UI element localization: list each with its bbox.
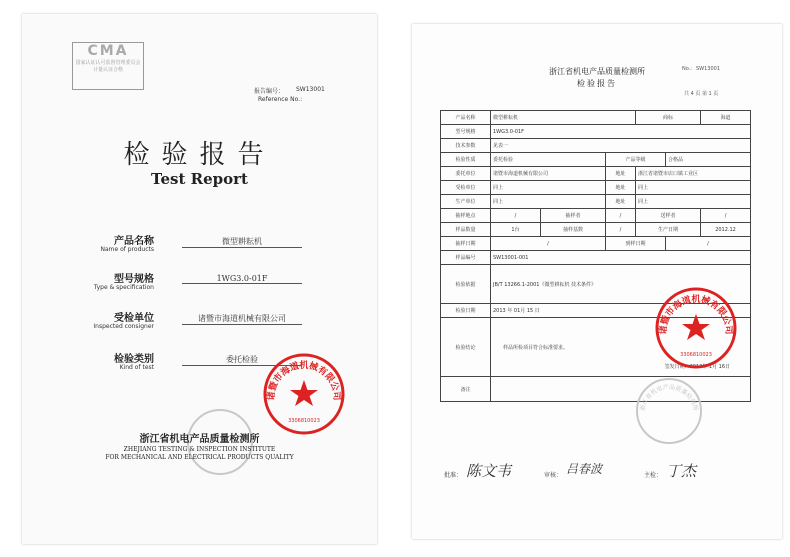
- cell-value: SW13001-001: [491, 251, 751, 265]
- cell-label: 生产单位: [441, 195, 491, 209]
- table-row: [441, 377, 751, 402]
- approve-label: 批准：: [444, 472, 463, 479]
- cell-label: 到样日期: [606, 237, 666, 251]
- cell-label: 受检单位: [441, 181, 491, 195]
- cell-value: 同上: [636, 181, 751, 195]
- table-row: [441, 167, 751, 181]
- remark-value: [491, 377, 751, 402]
- institute-name-en-2: FOR MECHANICAL AND ELECTRICAL PRODUCTS QUALITY: [105, 454, 294, 461]
- cell-value: /: [701, 209, 751, 223]
- table-row: [441, 111, 751, 125]
- test-kind-value: 委托检验: [182, 354, 302, 366]
- field-label-cn: 型号规格: [114, 274, 154, 285]
- company-seal-stamp: [654, 286, 738, 370]
- cma-logo: [72, 42, 144, 90]
- institute-name-cn: 浙江省机电产品质量检测所: [139, 434, 260, 445]
- cell-value: 委托检验: [491, 153, 606, 167]
- cell-value: /: [606, 209, 636, 223]
- report-no-value: SW13001: [696, 66, 721, 72]
- company-seal-stamp: [262, 352, 346, 436]
- cell-value: /: [606, 223, 636, 237]
- cell-label: 生产日期: [636, 223, 701, 237]
- table-row: [441, 125, 751, 139]
- cell-label: 样品编号: [441, 251, 491, 265]
- cell-label: 抽样日期: [441, 237, 491, 251]
- cell-label: 备注: [441, 377, 491, 402]
- table-row: [441, 237, 751, 251]
- cell-value: 浙江省诸暨市店口镇工业区: [636, 167, 751, 181]
- cell-value: 同上: [491, 195, 606, 209]
- cell-value: 见表一: [491, 139, 751, 153]
- cma-mark: CMA: [87, 43, 129, 59]
- cell-label: 抽样者: [541, 209, 606, 223]
- cell-value: JB/T 13266.1-2001《微型耕耘机 技术条件》: [491, 265, 751, 304]
- report-no-label-en: Reference No.:: [258, 96, 303, 103]
- institute-name-en-1: ZHEJIANG TESTING & INSPECTION INSTITUTE: [123, 446, 276, 453]
- field-label-en: Kind of test: [119, 364, 154, 371]
- table-row: [441, 139, 751, 153]
- cell-label: 地址: [606, 167, 636, 181]
- table-row: [441, 223, 751, 237]
- cell-value: /: [491, 209, 541, 223]
- main-inspector-signature: 丁杰: [666, 462, 697, 480]
- table-row: [441, 209, 751, 223]
- cell-value: 合格品: [666, 153, 751, 167]
- cell-value: 1WG3.0-01F: [491, 125, 751, 139]
- seal-star-icon: [682, 314, 710, 340]
- cell-label: 技术参数: [441, 139, 491, 153]
- page-info: 共 4 页 第 1 页: [684, 91, 719, 97]
- cell-value: 微型耕耘机: [491, 111, 636, 125]
- report-detail-page: [412, 24, 782, 539]
- seal-number: 3306810023: [288, 418, 320, 424]
- institute-seal-faint: [634, 376, 704, 446]
- conclusion-text: 样品所检项目符合标准要求。: [503, 344, 569, 351]
- model-value: 1WG3.0-01F: [182, 274, 302, 284]
- cell-label: 产品名称: [441, 111, 491, 125]
- table-row: [441, 251, 751, 265]
- cell-value: 诸暨市海道机械有限公司: [491, 167, 606, 181]
- seal-text: 诸暨市海道机械有限公司: [658, 295, 734, 335]
- cell-label: 地址: [606, 181, 636, 195]
- report-cover-page: [22, 14, 377, 544]
- report-org-header: 浙江省机电产品质量检测所: [549, 67, 645, 76]
- review-label: 审核：: [544, 472, 563, 479]
- field-label-en: Inspected consigner: [93, 323, 154, 330]
- cell-label: 地址: [606, 195, 636, 209]
- cell-label: 检验依据: [441, 265, 491, 304]
- cell-value: 2012.12: [701, 223, 751, 237]
- cell-value: /: [666, 237, 751, 251]
- review-signature: 吕春波: [566, 462, 603, 476]
- cma-caption: 国家认证认可监督管理委员会 计量认证合格: [75, 60, 141, 73]
- institute-seal-text: 浙江省机电产品质量检测所: [639, 383, 699, 412]
- report-no-label-cn: 报告编号：: [254, 88, 285, 95]
- cell-label: 检验日期: [441, 304, 491, 318]
- cell-value: /: [491, 237, 606, 251]
- cell-label: 送样者: [636, 209, 701, 223]
- field-label-cn: 产品名称: [114, 236, 154, 247]
- cell-label: 抽样基数: [541, 223, 606, 237]
- field-label-cn: 检验类别: [114, 354, 154, 365]
- cover-title-en: Test Report: [151, 170, 248, 188]
- cell-label: 委托单位: [441, 167, 491, 181]
- report-no-label: No.:: [682, 66, 692, 72]
- cell-value: 同上: [491, 181, 606, 195]
- cell-label: 商标: [636, 111, 701, 125]
- cell-label: 抽样地点: [441, 209, 491, 223]
- table-row: [441, 181, 751, 195]
- cell-label: 检验性质: [441, 153, 491, 167]
- cell-label: 型号规格: [441, 125, 491, 139]
- seal-text: 诸暨市海道机械有限公司: [266, 361, 342, 401]
- seal-star-icon: [290, 380, 318, 406]
- product-name-value: 微型耕耘机: [182, 236, 302, 248]
- field-label-cn: 受检单位: [114, 313, 154, 324]
- approve-signature: 陈文韦: [466, 462, 512, 480]
- cell-value: 1台: [491, 223, 541, 237]
- report-page-title: 检验报告: [577, 79, 617, 88]
- cover-title-cn: 检验报告: [123, 140, 276, 170]
- cell-label: 产品等级: [606, 153, 666, 167]
- field-label-en: Type & specification: [93, 284, 154, 291]
- cell-label: 样品数量: [441, 223, 491, 237]
- seal-number: 3306810023: [680, 352, 712, 358]
- table-row: [441, 153, 751, 167]
- main-inspector-label: 主检：: [644, 472, 663, 479]
- cell-label: 检验结论: [441, 318, 491, 377]
- cell-value: 海道: [701, 111, 751, 125]
- field-label-en: Name of products: [100, 246, 154, 253]
- table-row: [441, 195, 751, 209]
- issue-date: 签发日期：2013年 1月 16日: [664, 364, 731, 370]
- cell-value: 2013 年 01月 15 日: [491, 304, 751, 318]
- cell-value: 同上: [636, 195, 751, 209]
- report-no-value: SW13001: [296, 86, 325, 93]
- consigner-value: 诸暨市海道机械有限公司: [182, 313, 302, 325]
